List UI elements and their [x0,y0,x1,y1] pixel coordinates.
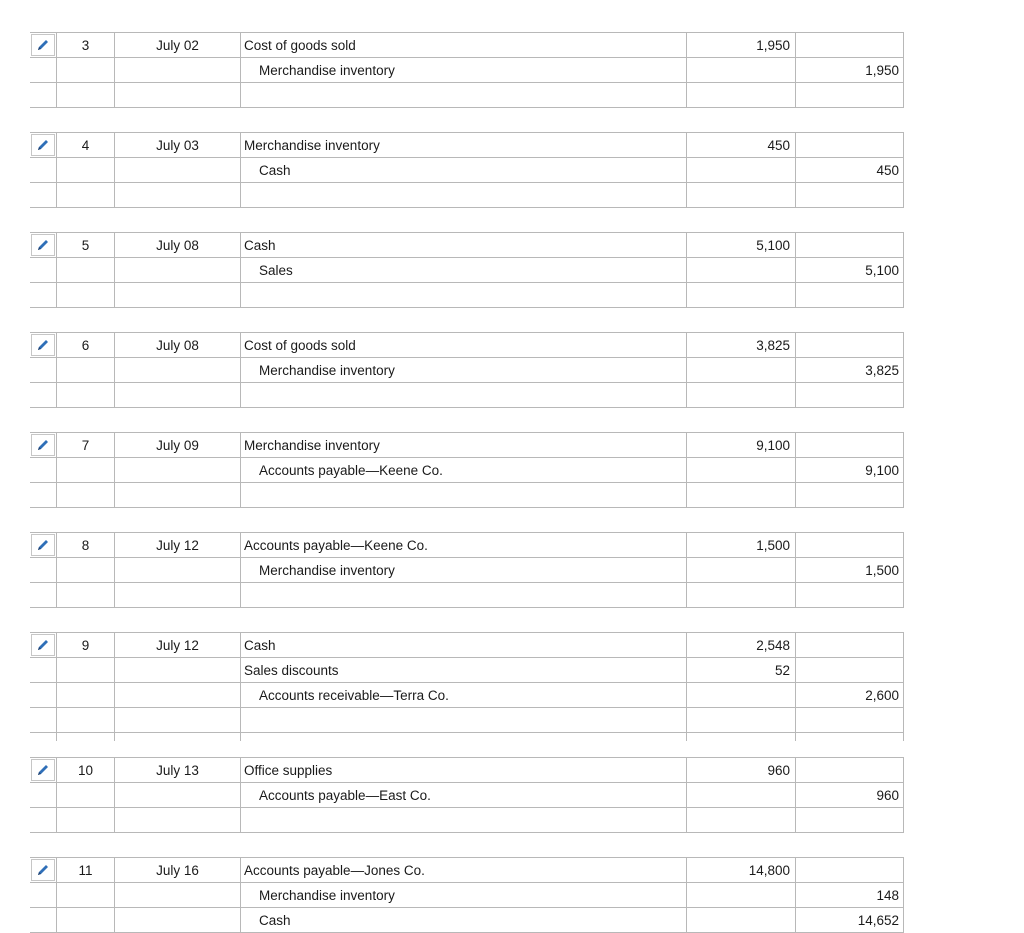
pencil-edit-icon [36,438,50,452]
entry-number: 4 [56,133,114,157]
debit-amount: 52 [686,658,795,682]
pencil-edit-icon [36,638,50,652]
pencil-edit-icon [36,138,50,152]
debit-amount [686,908,795,932]
pencil-edit-icon [36,38,50,52]
journal-line [30,657,904,682]
account-title: Merchandise inventory [240,883,686,907]
journal-line [30,557,904,582]
account-title: Cash [240,633,686,657]
edit-entry-button[interactable] [31,859,55,881]
journal-entry [30,432,904,508]
journal-entry [30,132,904,208]
credit-amount: 1,500 [795,558,904,582]
debit-amount [686,258,795,282]
entry-date: July 08 [114,333,240,357]
pencil-edit-icon [36,538,50,552]
entry-number: 11 [56,858,114,882]
credit-amount: 9,100 [795,458,904,482]
credit-amount [795,133,904,157]
journal-line [30,632,904,657]
entry-date [114,58,240,82]
entry-number [56,58,114,82]
account-title: Merchandise inventory [240,133,686,157]
account-title: Accounts receivable—Terra Co. [240,683,686,707]
entry-number [56,558,114,582]
account-title: Merchandise inventory [240,433,686,457]
account-title: Sales [240,258,686,282]
pencil-edit-icon [36,338,50,352]
account-title: Accounts payable—Keene Co. [240,458,686,482]
debit-amount [686,783,795,807]
journal-line [30,857,904,882]
journal-entry [30,757,904,833]
entry-number [56,458,114,482]
debit-amount [686,358,795,382]
debit-amount [686,158,795,182]
journal-line [30,432,904,457]
debit-amount [686,883,795,907]
journal-line [30,357,904,382]
entry-number: 7 [56,433,114,457]
entry-number [56,683,114,707]
entry-date [114,883,240,907]
entry-date: July 12 [114,633,240,657]
debit-amount: 2,548 [686,633,795,657]
entry-number: 9 [56,633,114,657]
entry-date [114,458,240,482]
journal-line [30,232,904,257]
account-title: Sales discounts [240,658,686,682]
entry-date: July 08 [114,233,240,257]
debit-amount [686,58,795,82]
journal-line [30,32,904,57]
journal-line [30,532,904,557]
journal-line [30,682,904,707]
entry-number [56,658,114,682]
credit-amount: 5,100 [795,258,904,282]
entry-number: 6 [56,333,114,357]
account-title: Cost of goods sold [240,333,686,357]
entry-date: July 09 [114,433,240,457]
credit-amount [795,233,904,257]
entry-number: 8 [56,533,114,557]
entry-date [114,683,240,707]
journal-line [30,882,904,907]
credit-amount [795,858,904,882]
journal-entry [30,632,904,733]
blank-line [30,82,904,108]
journal-entry [30,232,904,308]
credit-amount: 450 [795,158,904,182]
blank-line [30,582,904,608]
entry-date: July 16 [114,858,240,882]
entry-date: July 02 [114,33,240,57]
entry-date: July 12 [114,533,240,557]
debit-amount [686,458,795,482]
credit-amount: 2,600 [795,683,904,707]
table-continuation [30,730,904,741]
journal-entry [30,532,904,608]
entry-number [56,783,114,807]
journal-line [30,157,904,182]
credit-amount: 1,950 [795,58,904,82]
credit-amount [795,433,904,457]
account-title: Accounts payable—Jones Co. [240,858,686,882]
blank-line [30,182,904,208]
journal-entry [30,32,904,108]
credit-amount [795,333,904,357]
entry-number: 5 [56,233,114,257]
debit-amount: 1,950 [686,33,795,57]
edit-entry-button[interactable] [31,634,55,656]
journal-line [30,257,904,282]
entry-date [114,783,240,807]
entry-date: July 13 [114,758,240,782]
entry-number [56,358,114,382]
journal-entry [30,332,904,408]
account-title: Cash [240,233,686,257]
journal-line [30,907,904,933]
debit-amount: 960 [686,758,795,782]
entry-date [114,358,240,382]
journal-line [30,132,904,157]
pencil-edit-icon [36,763,50,777]
debit-amount: 450 [686,133,795,157]
entry-date: July 03 [114,133,240,157]
blank-line [30,282,904,308]
account-title: Merchandise inventory [240,558,686,582]
edit-entry-button[interactable] [31,534,55,556]
account-title: Accounts payable—Keene Co. [240,533,686,557]
account-title: Office supplies [240,758,686,782]
account-title: Cost of goods sold [240,33,686,57]
pencil-edit-icon [36,238,50,252]
account-title: Cash [240,158,686,182]
edit-entry-button[interactable] [31,334,55,356]
blank-line [30,382,904,408]
entry-date [114,658,240,682]
journal-line [30,457,904,482]
credit-amount: 3,825 [795,358,904,382]
account-title: Merchandise inventory [240,58,686,82]
entry-date [114,558,240,582]
edit-entry-button[interactable] [31,759,55,781]
credit-amount [795,33,904,57]
debit-amount: 3,825 [686,333,795,357]
journal-line [30,57,904,82]
blank-line [30,482,904,508]
entry-number: 10 [56,758,114,782]
credit-amount [795,758,904,782]
entry-number [56,258,114,282]
account-title: Cash [240,908,686,932]
journal-line [30,782,904,807]
entry-date [114,258,240,282]
journal-line [30,332,904,357]
entry-number [56,158,114,182]
entry-number [56,908,114,932]
credit-amount [795,658,904,682]
edit-entry-button[interactable] [31,134,55,156]
debit-amount: 5,100 [686,233,795,257]
edit-entry-button[interactable] [31,434,55,456]
debit-amount: 1,500 [686,533,795,557]
credit-amount: 14,652 [795,908,904,932]
credit-amount [795,533,904,557]
debit-amount [686,558,795,582]
entry-date [114,158,240,182]
journal-entry [30,857,904,933]
journal-entries-table [30,32,904,933]
entry-number: 3 [56,33,114,57]
credit-amount [795,633,904,657]
journal-line [30,757,904,782]
entry-date [114,908,240,932]
credit-amount: 148 [795,883,904,907]
entry-number [56,883,114,907]
debit-amount: 9,100 [686,433,795,457]
pencil-edit-icon [36,863,50,877]
account-title: Merchandise inventory [240,358,686,382]
debit-amount [686,683,795,707]
edit-entry-button[interactable] [31,234,55,256]
blank-line [30,807,904,833]
credit-amount: 960 [795,783,904,807]
debit-amount: 14,800 [686,858,795,882]
edit-entry-button[interactable] [31,34,55,56]
account-title: Accounts payable—East Co. [240,783,686,807]
